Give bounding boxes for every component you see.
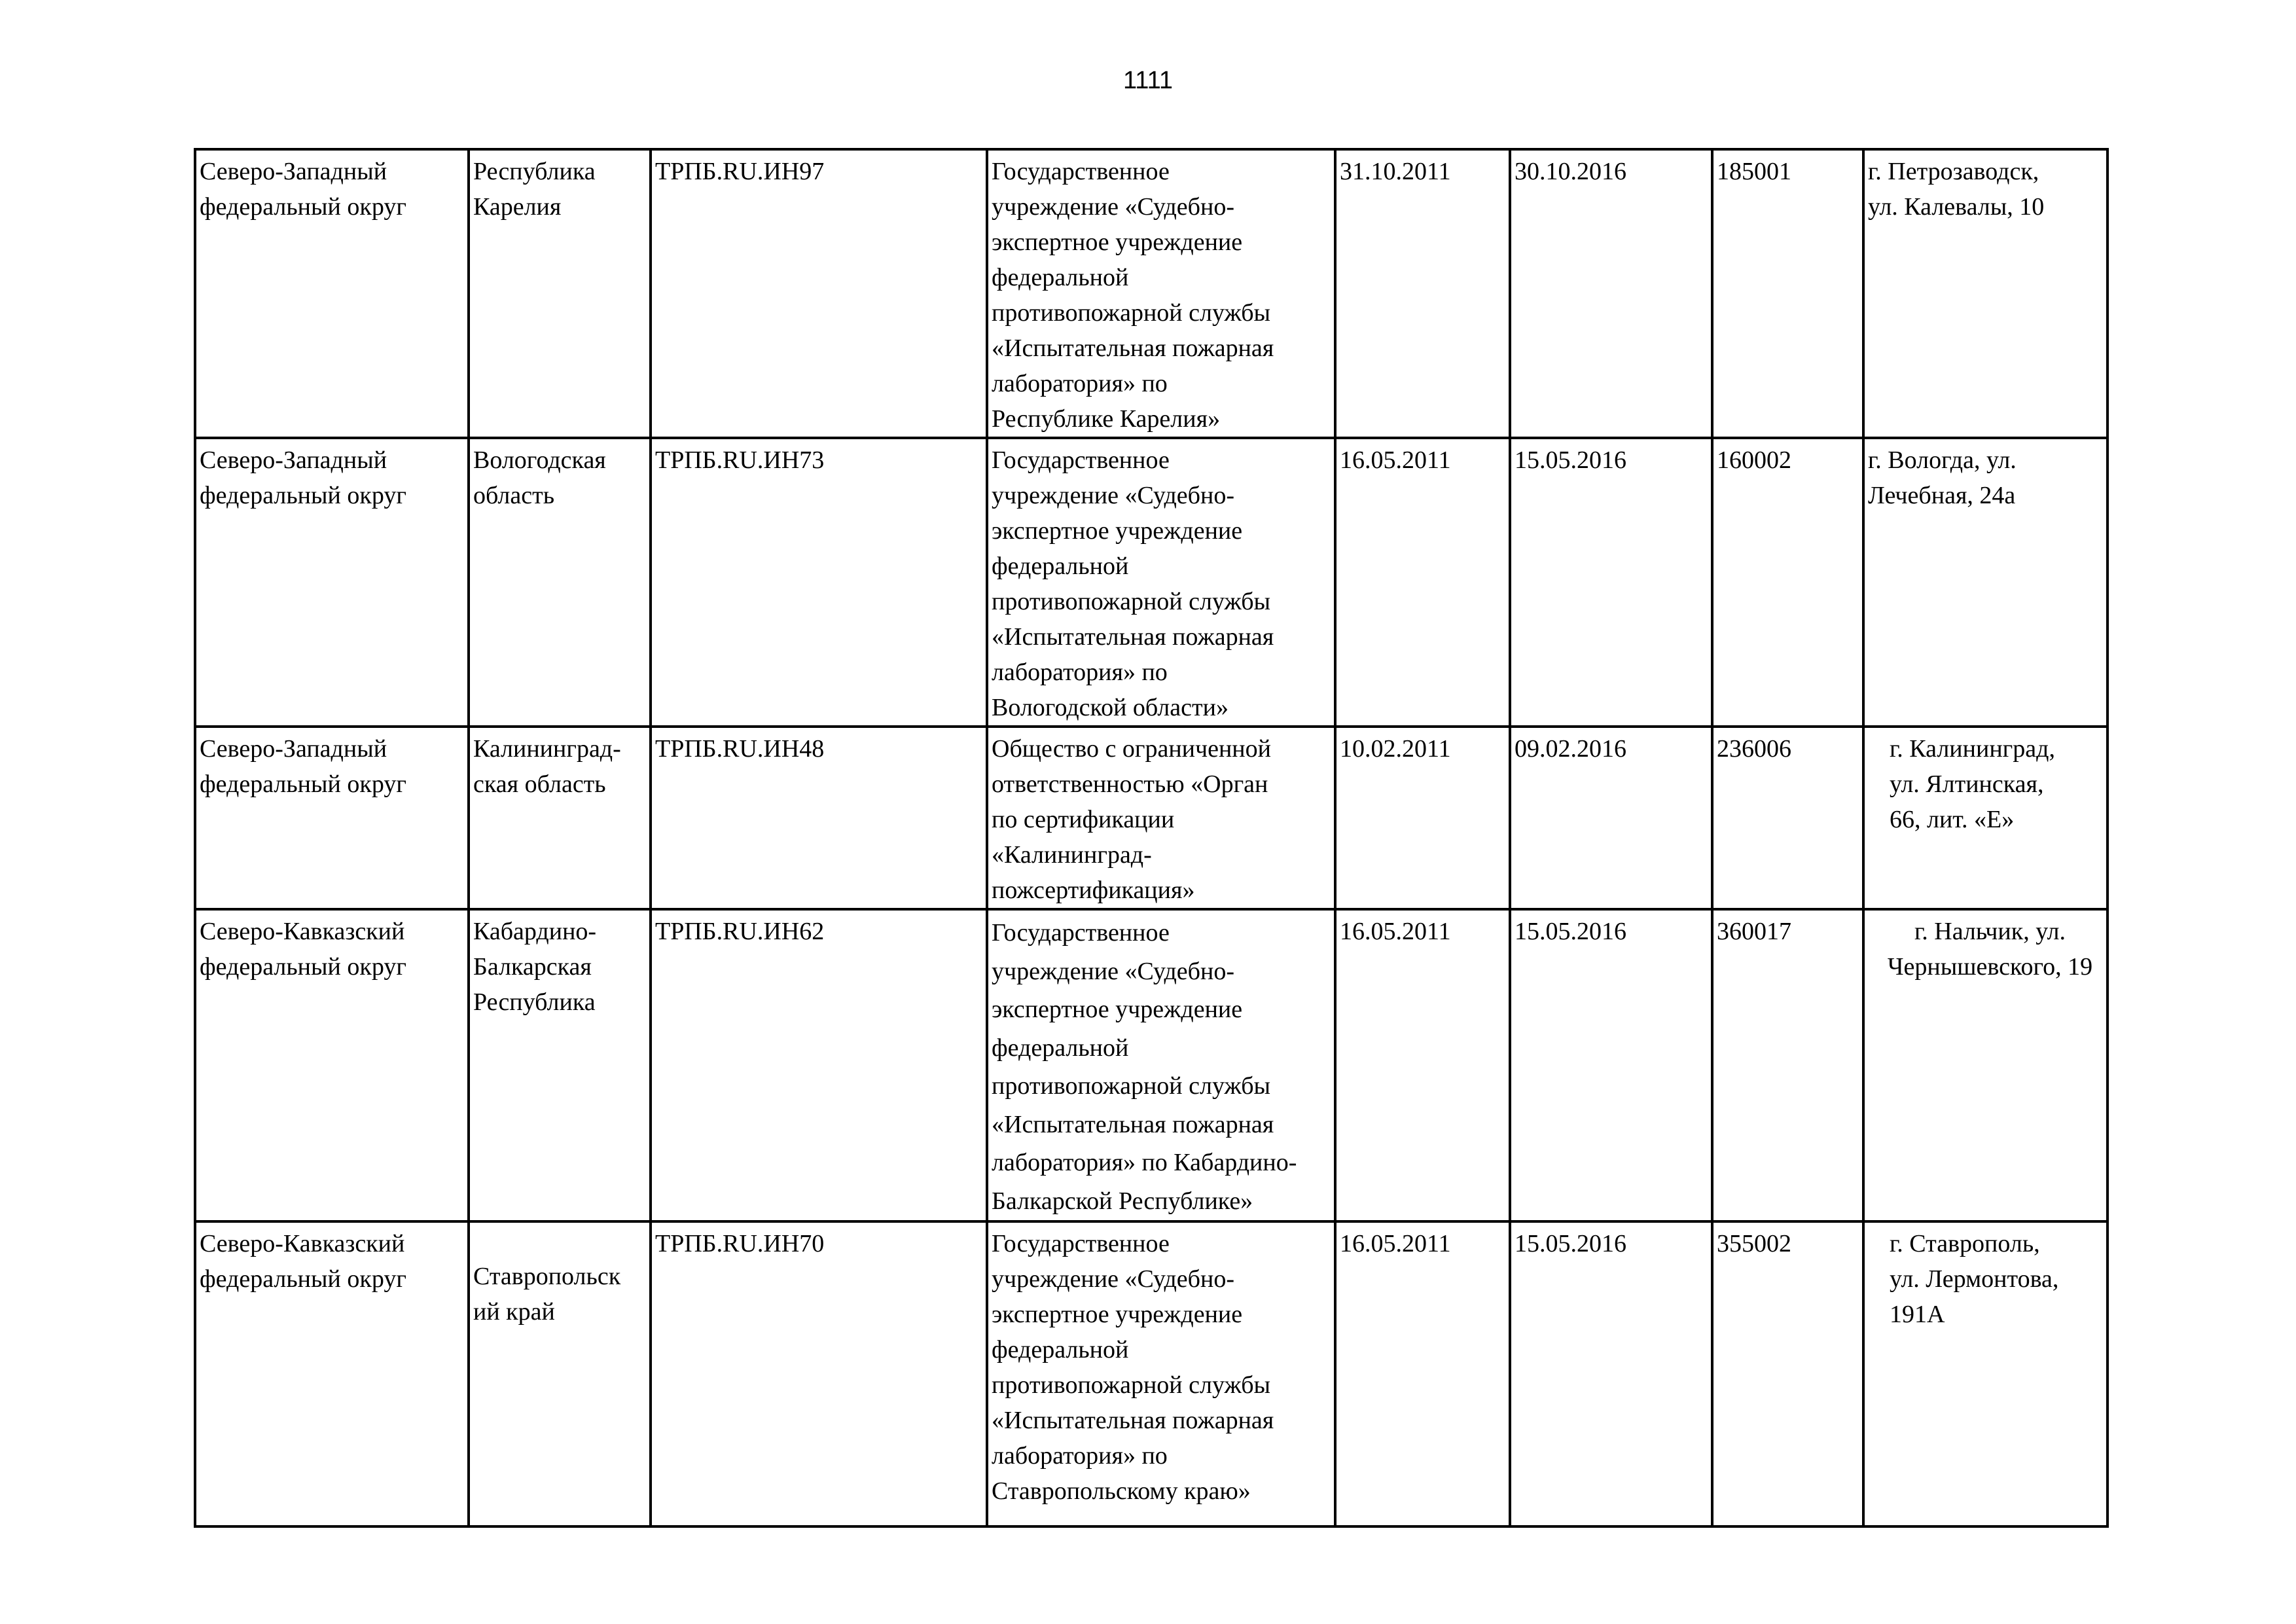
table-row — [195, 1221, 2108, 1526]
reg-number-cell: ТРПБ.RU.ИН97 — [651, 149, 987, 438]
date-from-cell: 16.05.2011 — [1335, 438, 1510, 727]
district-cell: Северо-Западный федеральный округ — [195, 438, 469, 727]
address-cell: г. Ставрополь, ул. Лермонтова, 191А — [1863, 1221, 2108, 1526]
address-cell: г. Калининград, ул. Ялтинская, 66, лит. «Е» — [1863, 727, 2108, 909]
table-row — [195, 727, 2108, 909]
reg-number-cell: ТРПБ.RU.ИН70 — [651, 1221, 987, 1526]
organization-cell: Государственное учреждение «Судебно- экспертное учреждение федеральной противопожарной службы «Испытательная пожарная лаборатория» по Республике Карелия» — [987, 149, 1335, 438]
region-cell: Кабардино- Балкарская Республика — [469, 909, 651, 1221]
date-to-cell: 30.10.2016 — [1510, 149, 1712, 438]
postcode-cell: 236006 — [1712, 727, 1863, 909]
address-cell: г. Петрозаводск, ул. Калевалы, 10 — [1863, 149, 2108, 438]
date-to-cell: 09.02.2016 — [1510, 727, 1712, 909]
organization-cell: Общество с ограниченной ответственностью «Орган по сертификации «Калининград- пожсертификация» — [987, 727, 1335, 909]
district-cell: Северо-Западный федеральный округ — [195, 149, 469, 438]
postcode-cell: 360017 — [1712, 909, 1863, 1221]
registry-table — [194, 148, 2109, 1528]
organization-cell: Государственное учреждение «Судебно- экспертное учреждение федеральной противопожарной службы «Испытательная пожарная лаборатория» по Ставропольскому краю» — [987, 1221, 1335, 1526]
organization-cell: Государственное учреждение «Судебно- экспертное учреждение федеральной противопожарной службы «Испытательная пожарная лаборатория» по Кабардино- Балкарской Республике» — [987, 909, 1335, 1221]
district-cell: Северо-Западный федеральный округ — [195, 727, 469, 909]
district-cell: Северо-Кавказский федеральный округ — [195, 1221, 469, 1526]
reg-number-cell: ТРПБ.RU.ИН48 — [651, 727, 987, 909]
date-from-cell: 16.05.2011 — [1335, 1221, 1510, 1526]
date-from-cell: 16.05.2011 — [1335, 909, 1510, 1221]
region-cell: Калининград- ская область — [469, 727, 651, 909]
region-cell: Ставропольск ий край — [469, 1221, 651, 1526]
region-cell: Вологодская область — [469, 438, 651, 727]
table-row — [195, 149, 2108, 438]
date-from-cell: 31.10.2011 — [1335, 149, 1510, 438]
reg-number-cell: ТРПБ.RU.ИН73 — [651, 438, 987, 727]
date-from-cell: 10.02.2011 — [1335, 727, 1510, 909]
district-cell: Северо-Кавказский федеральный округ — [195, 909, 469, 1221]
postcode-cell: 355002 — [1712, 1221, 1863, 1526]
table-row — [195, 909, 2108, 1221]
date-to-cell: 15.05.2016 — [1510, 1221, 1712, 1526]
postcode-cell: 160002 — [1712, 438, 1863, 727]
page-number: 1111 — [1122, 67, 1174, 94]
date-to-cell: 15.05.2016 — [1510, 909, 1712, 1221]
postcode-cell: 185001 — [1712, 149, 1863, 438]
organization-cell: Государственное учреждение «Судебно- экспертное учреждение федеральной противопожарной службы «Испытательная пожарная лаборатория» по Вологодской области» — [987, 438, 1335, 727]
date-to-cell: 15.05.2016 — [1510, 438, 1712, 727]
reg-number-cell: ТРПБ.RU.ИН62 — [651, 909, 987, 1221]
address-cell: г. Вологда, ул. Лечебная, 24а — [1863, 438, 2108, 727]
table-row — [195, 438, 2108, 727]
region-cell: Республика Карелия — [469, 149, 651, 438]
address-cell: г. Нальчик, ул. Чернышевского, 19 — [1863, 909, 2108, 1221]
